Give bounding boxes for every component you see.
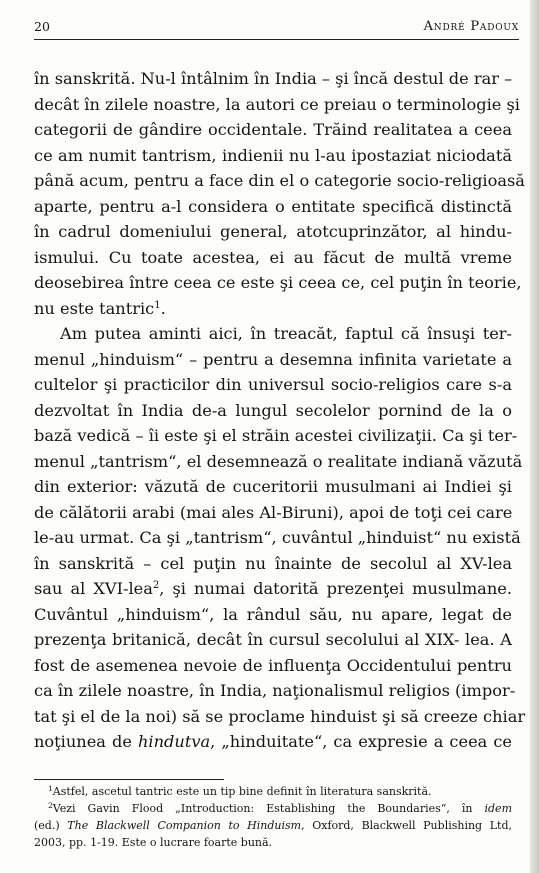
text-line: cultelor şi practicilor din universul socio-religios care s-a — [34, 375, 512, 394]
text-line: menul „hinduism“ – pentru a desemna infinita varietate a — [34, 349, 512, 369]
text-fragment: noţiunea de — [34, 732, 138, 751]
running-head-author: André Padoux — [423, 19, 519, 34]
text-line — [34, 296, 512, 322]
text-line: în sanskrită – cel puţin nu înainte de secolul al XV-lea — [34, 553, 512, 573]
text-line: tat şi el de la noi) să se proclame hinduist şi să creeze chiar — [34, 706, 526, 726]
footnote-text: (ed.) — [34, 819, 68, 832]
text-line: le-au urmat. Ca şi „tantrism“, cuvântul „hinduist“ nu există — [34, 528, 521, 547]
text-line: prezenţa britanică, decât în cursul secolului al XIX- lea. A — [34, 630, 512, 649]
italic-term: hindutva — [138, 732, 211, 751]
footnote-mark: 1 — [48, 784, 53, 793]
footnote-italic: idem — [484, 802, 512, 815]
footnote-mark: 2 — [48, 801, 53, 810]
text-line: până acum, pentru a face din el o categorie socio-religioasă — [34, 171, 525, 190]
footnote-separator — [34, 779, 224, 780]
footnote-text: Astfel, ascetul tantric este un tip bine definit în literatura sanskrită. — [52, 785, 432, 798]
text-line: decât în zilele noastre, la autori ce preiau o terminologie şi — [34, 94, 520, 114]
footnote-2 — [34, 800, 512, 817]
text-line: menul „tantrism“, el desemnează o realitate indiană văzută — [34, 451, 523, 471]
text-line: aparte, pentru a-l considera o entitate specifică distinctă — [34, 196, 512, 216]
page-number: 20 — [34, 19, 50, 34]
text-line: din exterior: văzută de cuceritorii musulmani ai Indiei şi — [34, 477, 512, 496]
text-line: Cuvântul „hinduism“, la rândul său, nu apare, legat de — [34, 604, 512, 624]
text-line: în cadrul domeniului general, atotcuprinzător, al hindu- — [34, 222, 512, 241]
running-header — [34, 17, 519, 40]
book-title: The Blackwell Companion to Hinduism — [67, 819, 302, 832]
text-fragment: . — [160, 298, 166, 318]
text-line: bază vedică – îi este şi el străin acestei civilizaţii. Ca şi ter- — [34, 426, 518, 445]
footnote-reference-2[interactable]: 2 — [152, 580, 160, 591]
text-fragment: nu este tantric — [34, 298, 155, 318]
text-line: ismului. Cu toate acestea, ei au făcut de multă vreme — [34, 247, 512, 267]
footnote-2-line — [34, 817, 512, 834]
text-line: dezvoltat în India de-a lungul secolelor pornind de la o — [34, 400, 512, 420]
text-line: ca în zilele noastre, în India, naţionalismul religios (impor- — [34, 681, 516, 700]
footnote-1 — [34, 783, 512, 800]
footnote-2-line: 2003, pp. 1-19. Este o lucrare foarte bună. — [34, 836, 273, 849]
text-line: Am putea aminti aici, în treacăt, faptul că însuşi ter- — [60, 324, 512, 343]
footnotes — [34, 783, 512, 851]
text-line: ce am numit tantrism, indienii nu l-au ipostaziat niciodată — [34, 145, 512, 165]
footnote-text: , Oxford, Blackwell Publishing Ltd, — [301, 819, 513, 832]
footnote-text: Vezi Gavin Flood „Introduction: Establishing the Boundaries“, în — [52, 802, 485, 815]
text-line: în sanskrită. Nu-l întâlnim în India – şi încă destul de rar – — [34, 69, 513, 88]
page-edge-shadow — [530, 0, 539, 873]
text-fragment: , şi numai datorită prezenţei musulmane. — [159, 579, 512, 598]
text-line: de călătorii arabi (mai ales Al-Biruni), apoi de toţi cei care — [34, 502, 513, 522]
text-line: categorii de gândire occidentale. Trăind realitatea a ceea — [34, 120, 512, 139]
footnote-reference-1[interactable]: 1 — [154, 299, 161, 311]
text-line — [34, 576, 512, 602]
text-line: fost de asemenea nevoie de influenţa Occidentului pentru — [34, 655, 512, 675]
text-line — [34, 729, 512, 755]
main-text — [34, 66, 526, 755]
text-line: deosebirea între ceea ce este şi ceea ce, cel puţin în teorie, — [34, 273, 522, 292]
text-fragment: sau al XVI-lea — [34, 579, 153, 598]
text-fragment: , „hinduitate“, ca expresie a ceea ce — [210, 732, 512, 751]
